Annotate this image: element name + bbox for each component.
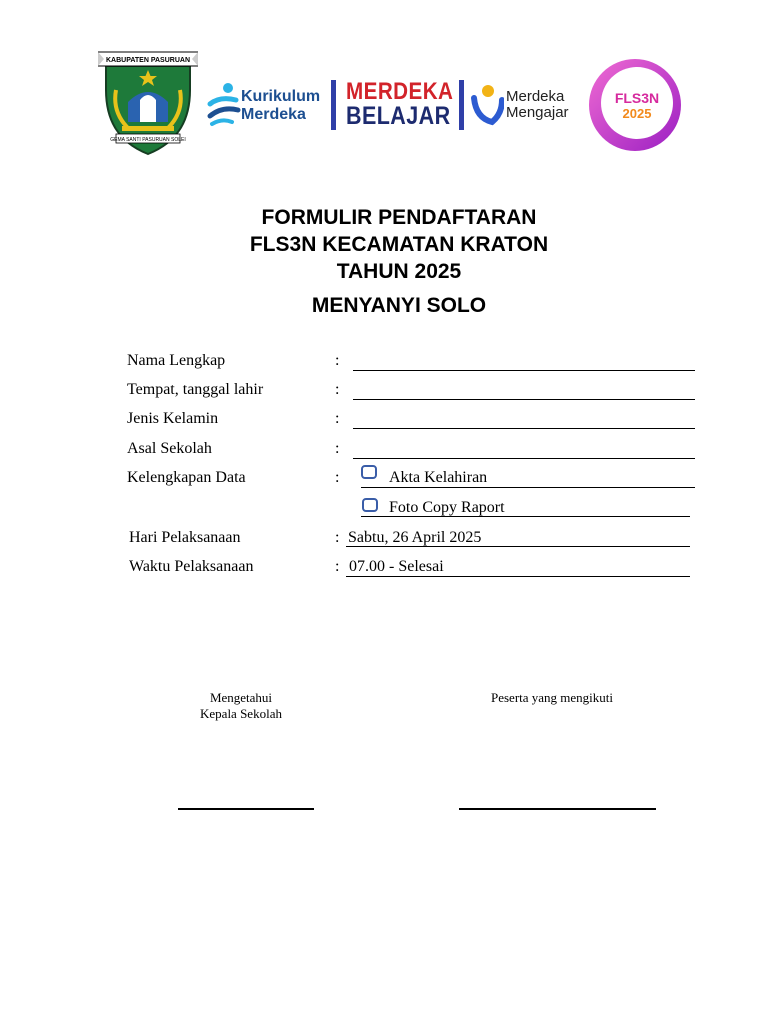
merdeka-mengajar-line1: Merdeka <box>506 88 565 105</box>
merdeka-mengajar-logo <box>506 89 569 121</box>
fls3n-line2: 2025 <box>622 106 652 121</box>
field-separator: : <box>335 558 340 575</box>
signature-left-heading <box>161 690 321 722</box>
label-asal-sekolah: Asal Sekolah <box>127 440 212 457</box>
merdeka-belajar-line1: MERDEKA <box>346 78 454 105</box>
signature-right-line1: Peserta yang mengikuti <box>490 690 614 705</box>
event-title: FLS3N KECAMATAN KRATON <box>249 233 549 256</box>
kurikulum-line2: Merdeka <box>241 106 306 123</box>
regency-crest-logo <box>98 50 198 158</box>
signature-left-line1: Mengetahui <box>209 690 273 705</box>
label-jenis-kelamin: Jenis Kelamin <box>127 410 219 427</box>
akta-kelahiran-line <box>361 487 695 488</box>
foto-copy-raport-checkbox[interactable] <box>362 498 378 512</box>
hari-pelaksanaan-line <box>346 546 690 547</box>
label-hari-pelaksanaan: Hari Pelaksanaan <box>129 529 241 546</box>
label-waktu-pelaksanaan: Waktu Pelaksanaan <box>129 558 254 575</box>
field-separator: : <box>335 381 340 398</box>
kurikulum-merdeka-icon <box>206 82 242 128</box>
akta-kelahiran-checkbox[interactable] <box>361 465 377 479</box>
waktu-pelaksanaan-line <box>346 576 690 577</box>
label-nama-lengkap: Nama Lengkap <box>127 352 226 369</box>
akta-kelahiran-label: Akta Kelahiran <box>389 469 488 486</box>
logo-divider <box>459 80 464 130</box>
logo-divider <box>331 80 336 130</box>
hari-pelaksanaan-value: Sabtu, 26 April 2025 <box>348 529 482 546</box>
foto-copy-raport-line <box>361 516 690 517</box>
signature-right-line[interactable] <box>459 808 656 810</box>
label-tempat-tanggal-lahir: Tempat, tanggal lahir <box>127 381 264 398</box>
fls3n-2025-logo <box>586 56 684 154</box>
waktu-pelaksanaan-value: 07.00 - Selesai <box>349 558 444 575</box>
field-separator: : <box>335 410 340 427</box>
field-separator: : <box>335 529 340 546</box>
kurikulum-line1: Kurikulum <box>241 88 321 105</box>
signature-left-line[interactable] <box>178 808 314 810</box>
merdeka-mengajar-line2: Mengajar <box>506 104 569 121</box>
merdeka-belajar-line2: BELAJAR <box>346 102 451 130</box>
form-title: FORMULIR PENDAFTARAN <box>261 206 537 229</box>
nama-lengkap-input-line[interactable] <box>353 370 695 371</box>
signature-left-line2: Kepala Sekolah <box>200 706 282 721</box>
category-title: MENYANYI SOLO <box>311 294 487 317</box>
crest-banner-text: KABUPATEN PASURUAN <box>106 57 190 64</box>
tempat-tanggal-lahir-input-line[interactable] <box>353 399 695 400</box>
merdeka-mengajar-icon <box>470 84 504 126</box>
foto-copy-raport-label: Foto Copy Raport <box>389 499 505 516</box>
crest-motto-text: GEMA SANTI PASURUAN SOLEI <box>110 137 186 143</box>
field-separator: : <box>335 352 340 369</box>
jenis-kelamin-input-line[interactable] <box>353 428 695 429</box>
asal-sekolah-input-line[interactable] <box>353 458 695 459</box>
logo-row <box>0 0 768 170</box>
fls3n-line1: FLS3N <box>614 90 660 106</box>
field-separator: : <box>335 440 340 457</box>
label-kelengkapan-data: Kelengkapan Data <box>127 469 246 486</box>
kurikulum-merdeka-logo <box>241 88 320 124</box>
signature-right-heading <box>452 690 652 706</box>
merdeka-belajar-logo <box>346 79 471 129</box>
field-separator: : <box>335 469 340 486</box>
year-title: TAHUN 2025 <box>336 260 462 283</box>
